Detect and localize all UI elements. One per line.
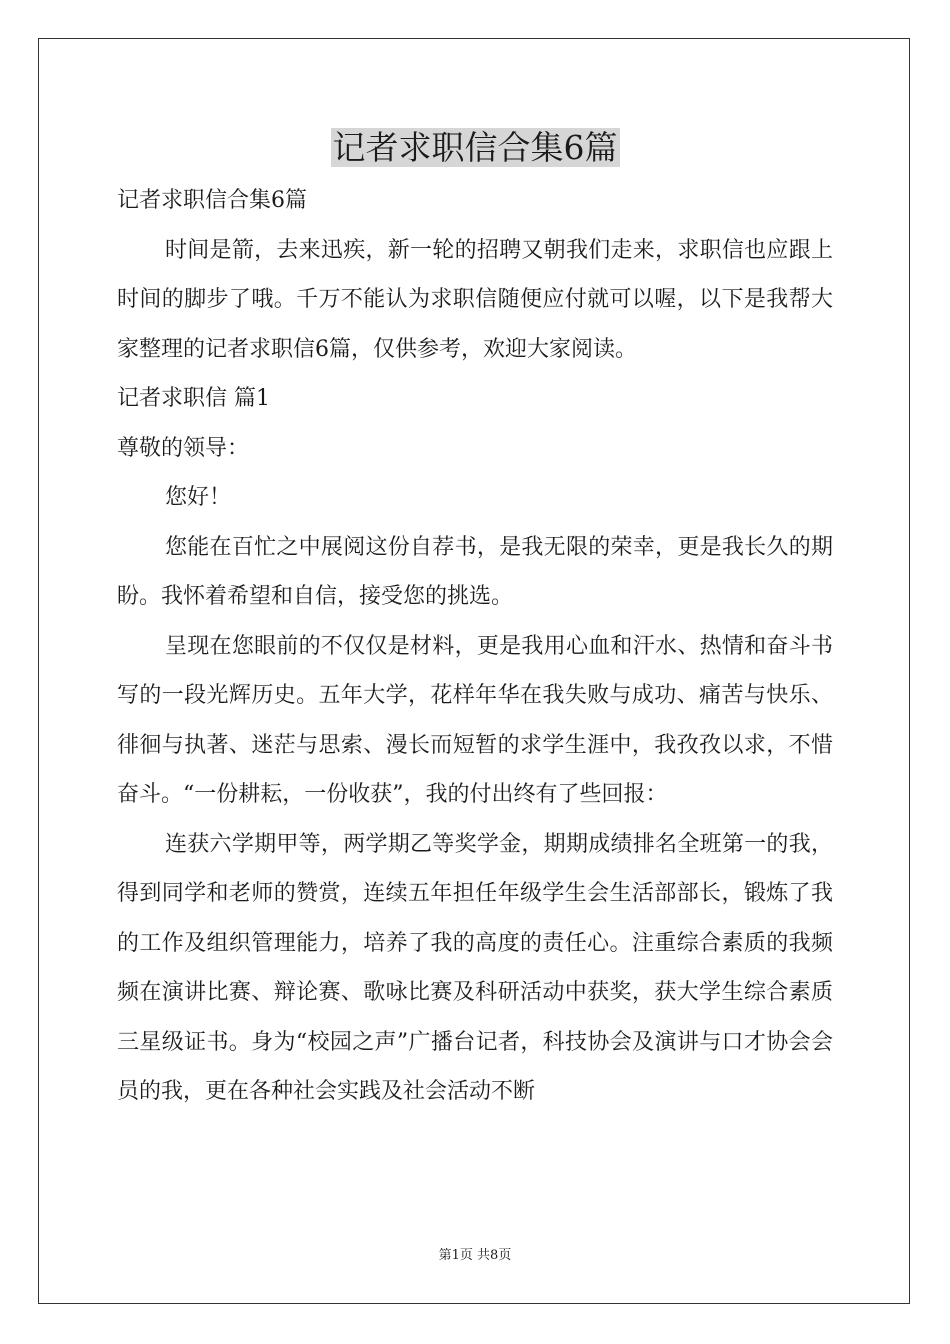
document-title [0,124,950,172]
paragraph: 连获六学期甲等，两学期乙等奖学金，期期成绩排名全班第一的我，得到同学和老师的赞赏，连续五年担任年级学生会生活部部长，锻炼了我的工作及组织管理能力，培养了我的高度的责任心。注重综合素质的我频频在演讲比赛、辩论赛、歌咏比赛及科研活动中获奖，获大学生综合素质三星级证书。身为“校园之声”广播台记者，科技协会及演讲与口才协会会员的我，更在各种社会实践及社会活动不断 [117,831,833,1104]
paragraph: 记者求职信合集6篇 [117,188,307,213]
paragraph: 您能在百忙之中展阅这份自荐书，是我无限的荣幸，更是我长久的期盼。我怀着希望和自信，接受您的挑选。 [117,534,833,609]
document-title-text: 记者求职信合集6篇 [332,128,618,167]
paragraph: 记者求职信 篇1 [117,386,270,411]
paragraph: 呈现在您眼前的不仅仅是材料，更是我用心血和汗水、热情和奋斗书写的一段光辉历史。五年大学，花样年华在我失败与成功、痛苦与快乐、徘徊与执著、迷茫与思索、漫长而短暂的求学生涯中，我孜孜以求，不惜奋斗。“一份耕耘，一份收获”，我的付出终有了些回报： [117,633,833,807]
paragraph: 尊敬的领导： [117,435,250,461]
paragraph: 时间是箭，去来迅疾，新一轮的招聘又朝我们走来，求职信也应跟上时间的脚步了哦。千万不能认为求职信随便应付就可以喔，以下是我帮大家整理的记者求职信6篇，仅供参考，欢迎大家阅读。 [117,237,833,362]
page-footer: 第1页 共8页 [438,1248,512,1263]
document-body [117,176,833,1117]
paragraph: 您好！ [165,485,232,510]
